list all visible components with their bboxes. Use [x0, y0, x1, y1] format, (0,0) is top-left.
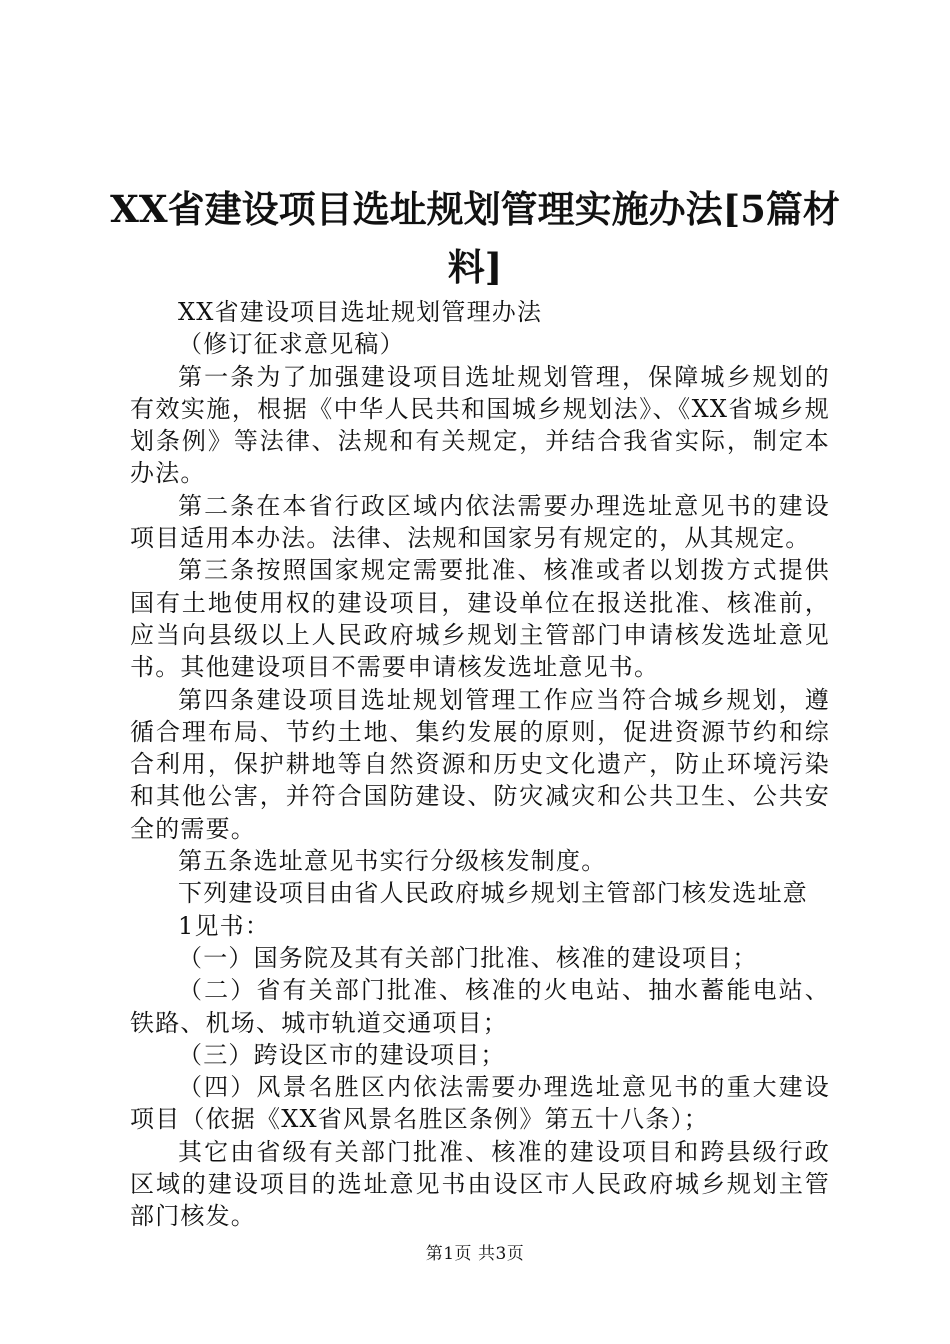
article-4: 第四条建设项目选址规划管理工作应当符合城乡规划，遵循合理布局、节约土地、集约发展的原则，促进资源节约和综合利用，保护耕地等自然资源和历史文化遗产，防止环境污染和其他公害，并符合国防建设、防灾减灾和公共卫生、公共安全的需要。	[130, 685, 830, 843]
article-2: 第二条在本省行政区域内依法需要办理选址意见书的建设项目适用本办法。法律、法规和国家另有规定的，从其规定。	[130, 491, 830, 553]
document-title: XX省建设项目选址规划管理实施办法[5篇材料]	[110, 187, 840, 289]
other-projects: 其它由省级有关部门批准、核准的建设项目和跨县级行政区域的建设项目的选址意见书由设区市人民政府城乡规划主管部门核发。	[130, 1137, 830, 1231]
page-footer: 第1页 共3页	[425, 1244, 525, 1264]
article-3: 第三条按照国家规定需要批准、核准或者以划拨方式提供国有土地使用权的建设项目，建设单位在报送批准、核准前，应当向县级以上人民政府城乡规划主管部门申请核发选址意见书。其他建设项目不需要申请核发选址意见书。	[130, 556, 830, 682]
article-5-intro-cont: 1见书：	[178, 911, 271, 940]
article-1: 第一条为了加强建设项目选址规划管理，保障城乡规划的有效实施，根据《中华人民共和国城乡规划法》、《XX省城乡规划条例》等法律、法规和有关规定，并结合我省实际，制定本办法。	[130, 362, 830, 488]
item-3: （三）跨设区市的建设项目；	[178, 1040, 506, 1069]
item-4: （四）风景名胜区内依法需要办理选址意见书的重大建设项目（依据《XX省风景名胜区条例》第五十八条）；	[130, 1073, 830, 1134]
article-5-intro: 下列建设项目由省人民政府城乡规划主管部门核发选址意	[178, 879, 808, 908]
item-1: （一）国务院及其有关部门批准、核准的建设项目；	[178, 943, 758, 972]
document-body	[130, 296, 830, 1233]
article-5: 第五条选址意见书实行分级核发制度。	[178, 847, 607, 876]
doc-subtitle: XX省建设项目选址规划管理办法	[178, 298, 543, 326]
item-2: （二）省有关部门批准、核准的火电站、抽水蓄能电站、铁路、机场、城市轨道交通项目；	[130, 976, 830, 1037]
doc-draft-note: （修订征求意见稿）	[178, 330, 405, 359]
